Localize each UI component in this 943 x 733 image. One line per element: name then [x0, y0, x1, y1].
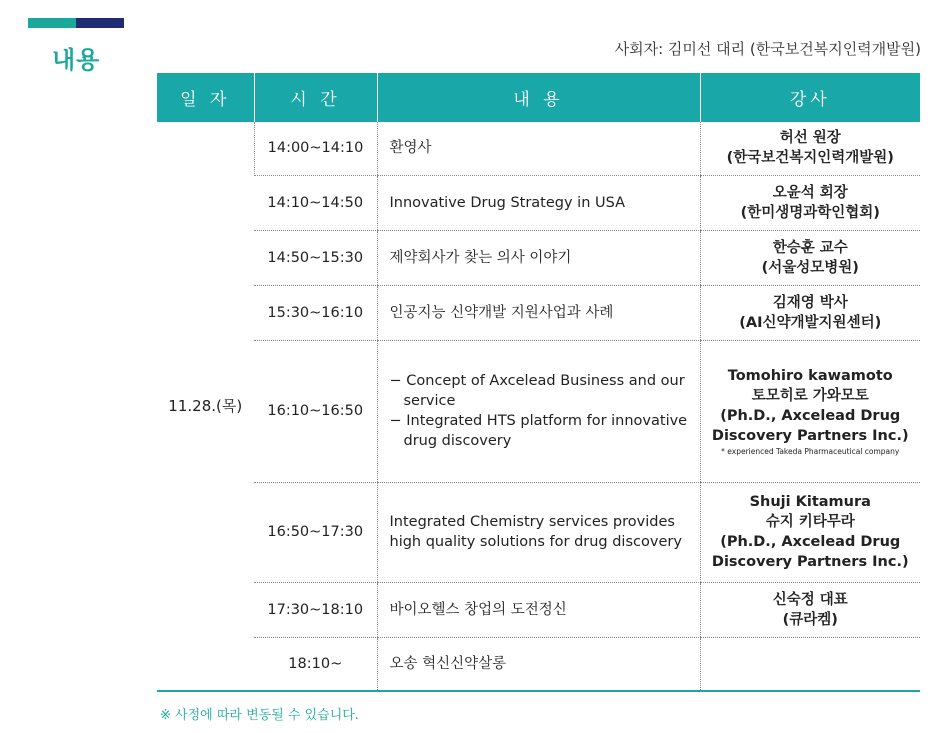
footnote: ※ 사정에 따라 변동될 수 있습니다. [160, 708, 359, 723]
speaker-cell [700, 230, 920, 285]
date-cell: 11.28.(목) [157, 122, 254, 691]
header-speaker: 강사 [700, 73, 920, 122]
title-accent-bar-teal [28, 18, 76, 28]
time-cell: 15:30~16:10 [254, 285, 377, 340]
content-cell: 바이오헬스 창업의 도전정신 [377, 582, 700, 637]
content-bullet: − Integrated HTS platform for innovative drug discovery [389, 413, 688, 449]
table-row [157, 582, 920, 637]
content-cell: 환영사 [377, 122, 700, 175]
speaker-name-korean: 슈지 키타무라 [765, 514, 855, 530]
header-content: 내 용 [377, 73, 700, 122]
table-row [157, 230, 920, 285]
speaker-affiliation: (큐라켐) [782, 611, 838, 628]
header-date: 일 자 [157, 73, 254, 122]
section-title: 내용 [52, 46, 101, 74]
table-row [157, 637, 920, 691]
speaker-cell [700, 482, 920, 582]
content-cell [377, 340, 700, 482]
speaker-cell [700, 122, 920, 175]
table-row [157, 285, 920, 340]
time-cell: 18:10~ [254, 637, 377, 691]
speaker-name: 김재영 박사 [772, 294, 848, 311]
speaker-affiliation: (한미생명과학인협회) [740, 204, 880, 221]
schedule-table [157, 73, 920, 692]
header-time: 시 간 [254, 73, 377, 122]
speaker-affiliation: (한국보건복지인력개발원) [726, 150, 894, 167]
table-row [157, 482, 920, 582]
time-cell: 14:50~15:30 [254, 230, 377, 285]
content-cell: Innovative Drug Strategy in USA [377, 175, 700, 230]
time-cell: 14:10~14:50 [254, 175, 377, 230]
speaker-affiliation: Discovery Partners Inc.) [711, 427, 909, 444]
speaker-affiliation: (AI신약개발지원센터) [739, 314, 882, 331]
content-line: high quality solutions for drug discovery [389, 534, 682, 550]
speaker-cell [700, 285, 920, 340]
time-cell: 14:00~14:10 [254, 122, 377, 175]
speaker-name-korean: 토모히로 가와모토 [751, 387, 869, 404]
content-cell: 제약회사가 찾는 의사 이야기 [377, 230, 700, 285]
speaker-affiliation: (Ph.D., Axcelead Drug [720, 534, 901, 550]
time-cell: 16:10~16:50 [254, 340, 377, 482]
table-header-row [157, 73, 920, 122]
time-cell: 17:30~18:10 [254, 582, 377, 637]
table-row [157, 175, 920, 230]
speaker-name: Shuji Kitamura [749, 494, 871, 510]
table-row [157, 122, 920, 175]
moderator-text: 사회자: 김미선 대리 (한국보건복지인력개발원) [614, 40, 921, 58]
speaker-cell [700, 340, 920, 482]
content-bullet: − Concept of Axcelead Business and our service [389, 373, 685, 409]
content-cell: 오송 혁신신약살롱 [377, 637, 700, 691]
speaker-name: 오윤석 회장 [772, 184, 848, 201]
speaker-name: 한승훈 교수 [772, 239, 848, 256]
table-row [157, 340, 920, 482]
content-cell: 인공지능 신약개발 지원사업과 사례 [377, 285, 700, 340]
content-cell [377, 482, 700, 582]
speaker-name: Tomohiro kawamoto [727, 367, 893, 384]
speaker-affiliation: (Ph.D., Axcelead Drug [720, 407, 901, 424]
speaker-cell [700, 582, 920, 637]
speaker-note: * experienced Takeda Pharmaceutical company [721, 446, 900, 456]
content-line: Integrated Chemistry services provides [389, 514, 675, 530]
time-cell: 16:50~17:30 [254, 482, 377, 582]
title-accent-bar-navy [76, 18, 124, 28]
speaker-name: 신숙정 대표 [772, 591, 848, 608]
speaker-name: 허선 원장 [779, 130, 841, 147]
speaker-cell-empty [700, 637, 920, 691]
speaker-affiliation: (서울성모병원) [761, 259, 859, 276]
speaker-affiliation: Discovery Partners Inc.) [711, 554, 909, 570]
speaker-cell [700, 175, 920, 230]
